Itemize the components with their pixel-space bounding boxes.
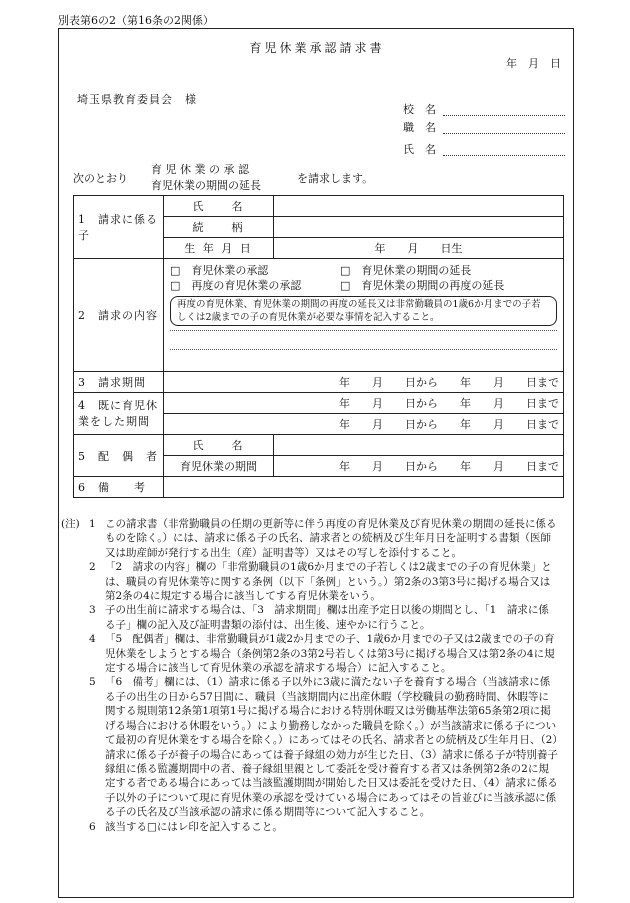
note-number: 1 (89, 518, 96, 530)
note-number: 5 (89, 676, 96, 689)
note-number: 4 (89, 633, 96, 646)
form-frame (58, 28, 574, 898)
section4-label: 4 既に育児休業をした期間 (74, 393, 164, 435)
section3-label: 3 請求期間 (74, 372, 164, 393)
note-text: 「2 請求の内容」欄の「非常勤職員の1歳6か月までの子若しくは2歳までの子の育児休業」とは、職員の育児休業等に関する条例（以下「条例」という。）第2条の3第3号に掲げる場合又は第2条の4に規定する場合に該当してする育児休業をいう。 (105, 561, 552, 603)
note-number: 6 (89, 820, 96, 833)
checkbox-extension[interactable]: □ 育児休業の期間の延長 (340, 264, 472, 277)
request-content-cell (164, 259, 564, 372)
previous-period-field-1[interactable]: 年 月 日から 年 月 日まで (164, 393, 564, 414)
applicant-name-label: 氏 名 (403, 143, 436, 156)
spouse-name-field[interactable] (274, 435, 564, 456)
checkbox-approval[interactable]: □ 育児休業の承認 (170, 264, 269, 277)
child-relation-label: 続 柄 (164, 217, 274, 238)
note-text: この請求書（非常勤職員の任期の更新等に伴う再度の育児休業及び育児休業の期間の延長に係るものを除く。）には、請求に係る子の氏名、請求者との続柄及び生年月日を証明する書類（医師又は助産師が発行する出生（産）証明書等）又はその写しを添付すること。 (105, 518, 557, 559)
notes-items (89, 517, 559, 834)
note-number: 3 (89, 604, 96, 617)
child-name-label: 氏 名 (164, 196, 274, 217)
position-field[interactable] (443, 133, 565, 134)
child-name-field[interactable] (274, 196, 564, 217)
position-label: 職 名 (403, 121, 436, 134)
note-item (89, 632, 559, 675)
previous-period-field-2[interactable]: 年 月 日から 年 月 日まで (164, 414, 564, 435)
request-table (73, 195, 564, 498)
intro-options (151, 162, 261, 194)
applicant-name-field[interactable] (443, 155, 565, 156)
notes-section (59, 517, 559, 834)
checkbox-reapproval[interactable]: □ 再度の育児休業の承認 (170, 279, 302, 292)
child-birth-label: 生 年 月 日 (164, 238, 274, 259)
section6-label: 6 備 考 (74, 477, 164, 498)
checkbox-grid (170, 259, 557, 293)
school-name-label: 校 名 (403, 103, 436, 116)
reason-line-2[interactable] (170, 349, 557, 368)
child-birth-field[interactable]: 年 月 日生 (274, 238, 564, 259)
note-text: 「6 備考」欄には、（1）請求に係る子以外に3歳に満たない子を養育する場合（当該請求に係る子の出生の日から57日間に、職員（当該期間内に出産休暇（学校職員の勤務時間、休暇等に関する規則第12条第1項第1号に掲げる場合における特別休暇又は労働基準法第65条第2項に掲げる場合における休暇をいう。）により勤務しなかった職員を除く。）が当該請求に係る子について最初の育児休業をする場合を除く。）にあってはその氏名、請求者との続柄及び生年月日、（2）請求に係る子が養子の場合にあっては養子縁組の効力が生じた日、（3）請求に係る子が特別養子縁組に係る監護期間中の者、養子縁組里親として委託を受け養育する者又は条例第2条の2に規定する者である場合にあっては当該監護期間が開始した日又は委託を受けた日、（4）請求に係る子以外の子について現に育児休業の承認を受けている場合にあってはその旨並びに当該承認に係る子の氏名及び当該承認の請求に係る期間等について記入すること。 (105, 676, 558, 819)
note-item (89, 675, 559, 819)
note-item (89, 560, 559, 603)
note-item (89, 603, 559, 632)
note-item (89, 820, 559, 834)
spouse-name-label: 氏 名 (164, 435, 274, 456)
note-text: 該当する□にはレ印を記入すること。 (105, 820, 283, 833)
date-field[interactable]: 年 月 日 (506, 57, 561, 70)
intro-prefix: 次のとおり (73, 172, 128, 185)
intro-option-extension: 育児休業の期間の延長 (151, 179, 261, 192)
spouse-period-field[interactable]: 年 月 日から 年 月 日まで (274, 456, 564, 477)
reason-line-1[interactable] (170, 330, 557, 349)
section5-label: 5 配 偶 者 (74, 435, 164, 477)
child-relation-field[interactable] (274, 217, 564, 238)
remarks-field[interactable] (164, 477, 564, 498)
form-title: 育児休業承認請求書 (249, 41, 385, 55)
note-item (89, 517, 559, 560)
notes-list (59, 517, 559, 834)
notes-label: (注) (61, 518, 80, 530)
school-name-field[interactable] (443, 115, 565, 116)
checkbox-reextension[interactable]: □ 育児休業の期間の再度の延長 (340, 279, 505, 292)
note-number: 2 (89, 561, 96, 574)
section1-label: 1 請求に係る子 (74, 196, 164, 259)
note-text: 子の出生前に請求する場合は、「3 請求期間」欄は出産予定日以後の期間とし、「1 請求に係る子」欄の記入及び証明書類の添付は、出生後、速やかに行うこと。 (105, 604, 549, 631)
intro-option-approval: 育 児 休 業 の 承 認 (151, 163, 249, 176)
form-number: 別表第6の2（第16条の2関係） (58, 14, 214, 27)
request-period-field[interactable]: 年 月 日から 年 月 日まで (164, 372, 564, 393)
spouse-period-label: 育児休業の期間 (164, 456, 274, 477)
section2-label: 2 請求の内容 (74, 259, 164, 372)
intro-suffix: を請求します。 (297, 172, 374, 185)
addressee: 埼玉県教育委員会 様 (77, 93, 197, 106)
reason-instruction: 再度の育児休業、育児休業の期間の再度の延長又は非常勤職員の1歳6か月までの子若しくは2歳までの子の育児休業が必要な事情を記入すること。 (170, 296, 557, 326)
note-text: 「5 配偶者」欄は、非常勤職員が1歳2か月までの子、1歳6か月までの子又は2歳までの子の育児休業をしようとする場合（条例第2条の3第2号若しくは第3号に掲げる場合又は第2条の4に規定する場合に該当して育児休業の承認を請求する場合）に記入すること。 (105, 633, 555, 675)
